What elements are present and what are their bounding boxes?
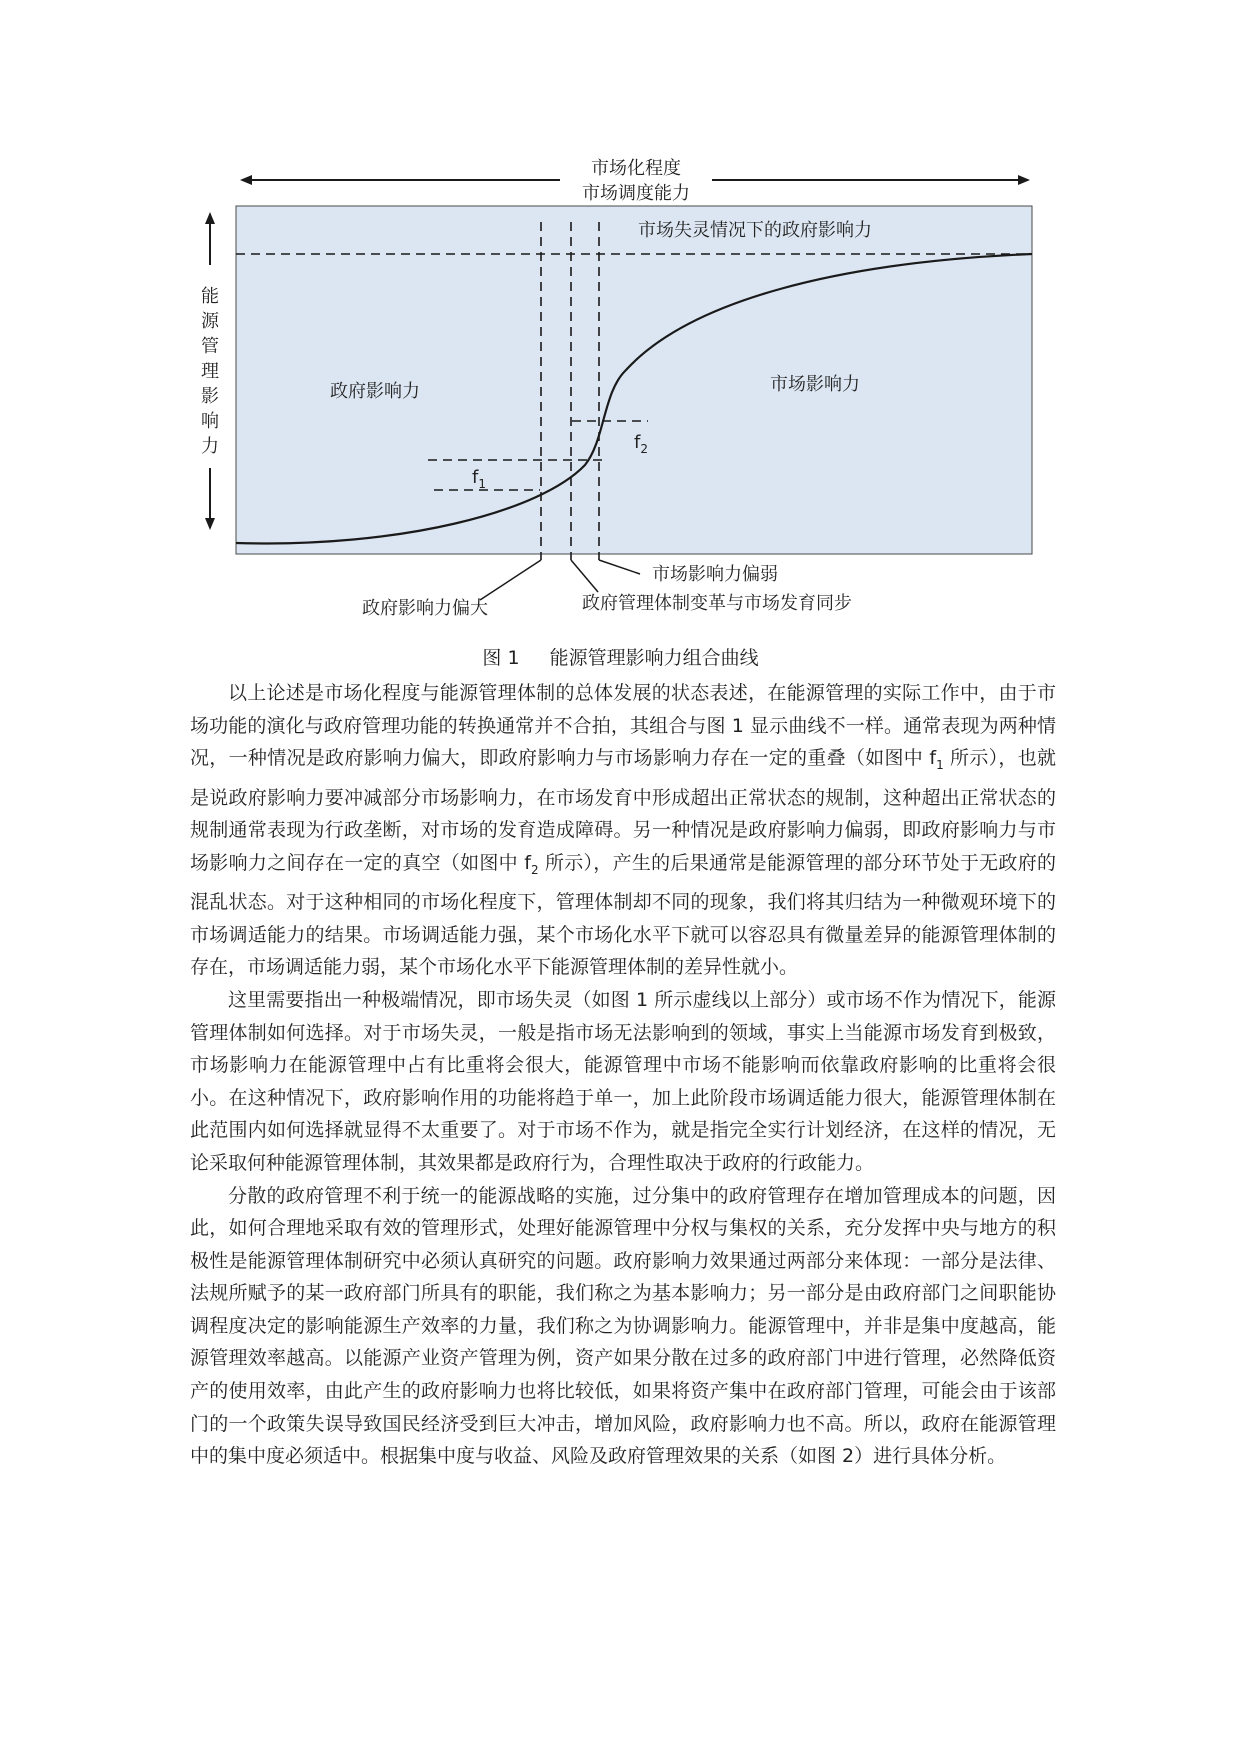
left-axis-label [201,286,220,457]
top-axis-label-2: 市场调度能力 [582,183,690,204]
paragraph-1: 以上论述是市场化程度与能源管理体制的总体发展的状态表述，在能源管理的实际工作中，由于市场功能的演化与政府管理功能的转换通常并不合拍，其组合与图 1 显示曲线不一样。通常表现为两种情况，一种情况是政府影响力偏大，即政府影响力与市场影响力存在一定的重叠（如图中 $f_1$ 所示），也就是说政府影响力要冲减部分市场影响力，在市场发育中形成超出正常状态的规制，这种超出正常状态的规制通常表现为行政垄断，对市场的发育造成障碍。另一种情况是政府影响力偏弱，即政府影响力与市场影响力之间存在一定的真空（如图中 $f_2$ 所示），产生的后果通常是能源管理的部分环节处于无政府的混乱状态。对于这种相同的市场化程度下，管理体制却不同的现象，我们将其归结为一种微观环境下的市场调适能力的结果。市场调适能力强，某个市场化水平下就可以容忍具有微量差异的能源管理体制的存在，市场调适能力弱，某个市场化水平下能源管理体制的差异性就小。 [190,682,1057,979]
caption-title: 能源管理影响力组合曲线 [549,647,759,669]
svg-text:源: 源 [201,311,219,332]
svg-text:影: 影 [201,386,219,407]
svg-text:管: 管 [201,336,219,357]
sync-label: 政府管理体制变革与市场发育同步 [582,593,852,614]
paragraph-3: 分散的政府管理不利于统一的能源战略的实施，过分集中的政府管理存在增加管理成本的问题，因此，如何合理地采取有效的管理形式，处理好能源管理中分权与集权的关系，充分发挥中央与地方的积极性是能源管理体制研究中必须认真研究的问题。政府影响力效果通过两部分来体现：一部分是法律、法规所赋予的某一政府部门所具有的职能，我们称之为基本影响力；另一部分是由政府部门之间职能协调程度决定的影响能源生产效率的力量，我们称之为协调影响力。能源管理中，并非是集中度越高，能源管理效率越高。以能源产业资产管理为例，资产如果分散在过多的政府部门中进行管理，必然降低资产的使用效率，由此产生的政府影响力也将比较低，如果将资产集中在政府部门管理，可能会由于该部门的一个政策失误导致国民经济受到巨大冲击，增加风险，政府影响力也不高。所以，政府在能源管理中的集中度必须适中。根据集中度与收益、风险及政府管理效果的关系（如图 2）进行具体分析。 [190,1184,1056,1468]
influence-curve-figure [0,0,1241,640]
pointer-gov-strong [480,560,541,600]
gov-strong-label: 政府影响力偏大 [362,598,488,619]
figure-panel [236,206,1032,554]
market-failure-label: 市场失灵情况下的政府影响力 [638,220,872,241]
figure-caption [0,643,1241,670]
market-weak-label: 市场影响力偏弱 [652,564,778,585]
caption-number: 图 1 [482,647,520,669]
f1-label: $f_1$ [472,467,486,491]
pointer-market-weak [599,560,640,574]
body-text [190,677,1056,1473]
market-influence-label: 市场影响力 [770,374,860,395]
svg-text:能: 能 [201,286,219,307]
f2-label: $f_2$ [634,432,648,456]
svg-text:理: 理 [201,361,219,382]
top-axis-label-1: 市场化程度 [591,158,681,179]
pointer-sync [571,560,598,592]
gov-influence-label: 政府影响力 [330,381,420,402]
svg-text:力: 力 [201,436,219,457]
svg-text:响: 响 [201,411,219,432]
paragraph-2: 这里需要指出一种极端情况，即市场失灵（如图 1 所示虚线以上部分）或市场不作为情况下，能源管理体制如何选择。对于市场失灵，一般是指市场无法影响到的领域，事实上当能源市场发育到极致，市场影响力在能源管理中占有比重将会很大，能源管理中市场不能影响而依靠政府影响的比重将会很小。在这种情况下，政府影响作用的功能将趋于单一，加上此阶段市场调适能力很大，能源管理体制在此范围内如何选择就显得不太重要了。对于市场不作为，就是指完全实行计划经济，在这样的情况，无论采取何种能源管理体制，其效果都是政府行为，合理性取决于政府的行政能力。 [190,988,1056,1174]
